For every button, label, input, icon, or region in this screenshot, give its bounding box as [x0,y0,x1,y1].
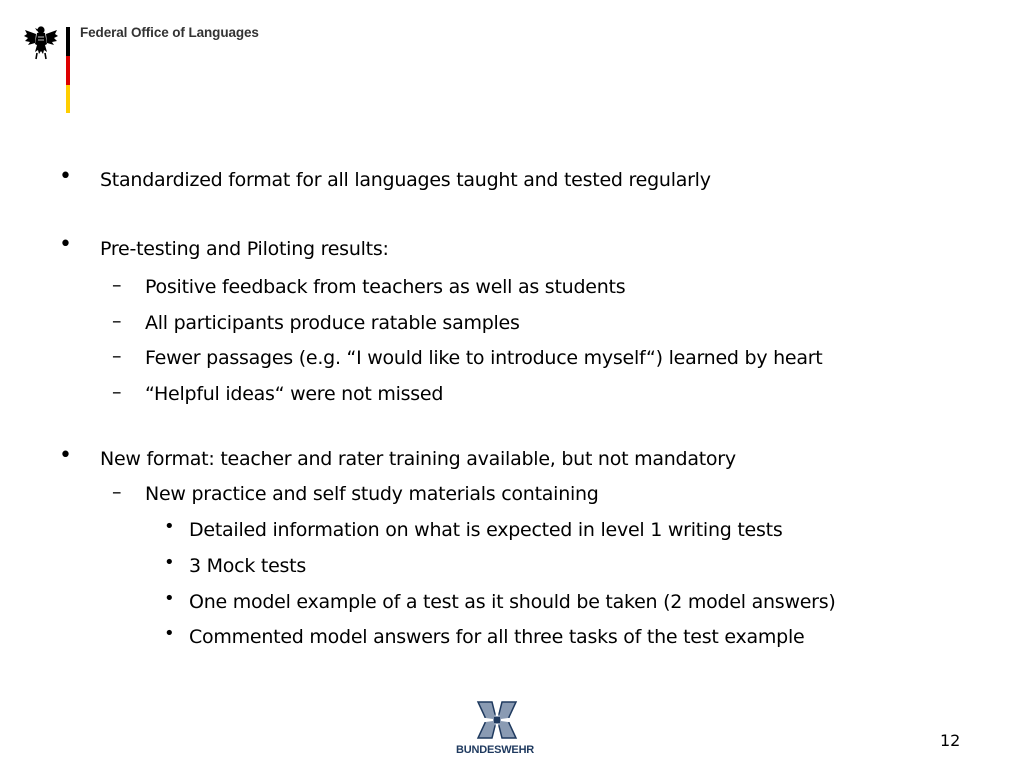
dash-marker: – [112,345,122,367]
page-number: 12 [940,731,961,750]
federal-eagle-icon [24,24,58,60]
flag-bar [66,27,70,113]
dash-marker: – [112,381,122,403]
dash-marker: – [112,274,122,296]
dash-marker: – [112,310,122,332]
sub-item: Fewer passages (e.g. “I would like to introduce myself“) learned by heart [145,347,823,369]
flag-stripe-red [66,56,70,85]
office-name: Federal Office of Languages [80,25,259,40]
flag-stripe-black [66,27,70,56]
sub-sub-item: Commented model answers for all three tasks of the test example [189,626,805,648]
sub-sub-item: 3 Mock tests [189,555,307,577]
bullet-item: Standardized format for all languages taught and tested regularly [100,169,711,191]
iron-cross-icon [475,700,519,740]
flag-stripe-gold [66,85,70,113]
bullet-marker: • [59,164,72,189]
dash-marker: – [112,481,122,503]
sub-bullet-marker: • [164,623,175,644]
sub-bullet-marker: • [164,516,175,537]
bundeswehr-logo-text: BUNDESWEHR [456,744,535,756]
bullet-item: Pre-testing and Piloting results: [100,238,389,260]
sub-item: “Helpful ideas“ were not missed [145,383,444,405]
sub-item: New practice and self study materials containing [145,483,599,505]
sub-sub-item: One model example of a test as it should be taken (2 model answers) [189,591,836,613]
bullet-item: New format: teacher and rater training available, but not mandatory [100,448,736,470]
sub-item: Positive feedback from teachers as well as students [145,276,626,298]
bullet-marker: • [59,443,72,468]
sub-bullet-marker: • [164,588,175,609]
sub-item: All participants produce ratable samples [145,312,520,334]
sub-bullet-marker: • [164,552,175,573]
sub-sub-item: Detailed information on what is expected in level 1 writing tests [189,519,783,541]
bullet-marker: • [59,232,72,257]
